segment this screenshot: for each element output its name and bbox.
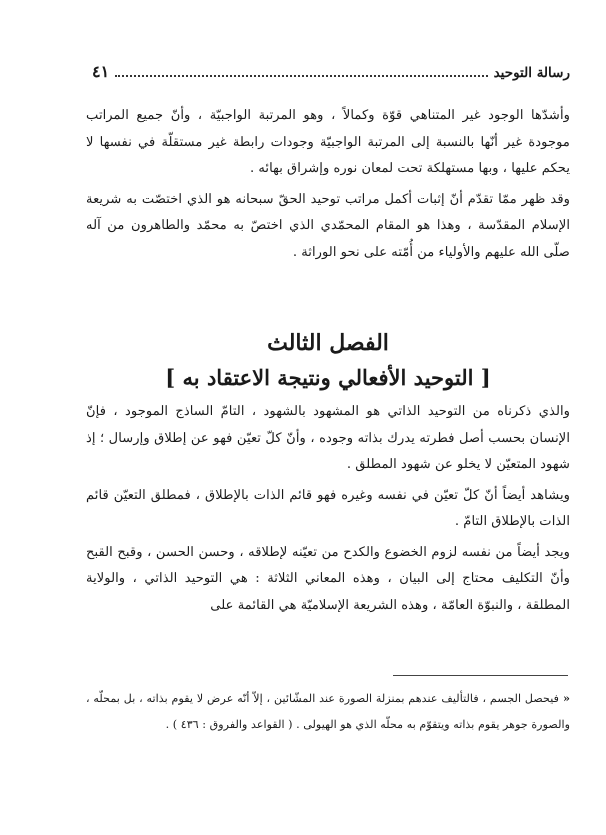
running-title: رسالة التوحيد <box>493 65 570 81</box>
footnote-marker: « <box>563 691 570 705</box>
chapter-number: الفصل الثالث <box>267 330 389 356</box>
chapter-title: [ التوحيد الأفعالي ونتيجة الاعتقاد به ] <box>165 365 491 390</box>
footnote-separator <box>393 675 568 676</box>
page-number: ٤١ <box>92 62 110 81</box>
body-text-before-chapter <box>86 103 570 266</box>
dotted-leader <box>115 74 487 77</box>
footnote <box>86 685 570 738</box>
paragraph: والذي ذكرناه من التوحيد الذاتي هو المشهود بالشهود ، التامّ الساذج الموجود ، فإنّ الإنسان بحسب أصل فطرته يدرك بذاته وجوده ، وأنّ كلّ تعيّن فهو عن إطلاق وإرسال ؛ إذ شهود المتعيّن لا يخلو عن شهود المطلق . <box>86 404 570 472</box>
footnote-text: فيحصل الجسم ، فالتأليف عندهم بمنزلة الصورة عند المشّائين ، إلاّ أنّه عرض لا يقوم بذاته ، بل بمحلّه ، والصورة جوهر يقوم بذاته ويتقوّم به محلّه الذي هو الهيولى . ( القواعد والفروق : ٤٣٦ ) . <box>86 692 570 731</box>
paragraph: وأشدّها الوجود غير المتناهي قوّة وكمالاً ، وهو المرتبة الواجبيّة ، وأنّ جميع المراتب موجودة غير أنّها بالنسبة إلى المرتبة الواجبيّة وجودات رابطة غير مستقلّة في نفسها لا يحكم عليها ، وبها مستهلكة تحت لمعان نوره وإشراق بهائه . <box>86 108 570 176</box>
paragraph: ويجد أيضاً من نفسه لزوم الخضوع والكدح من تعيّنه لإطلاقه ، وحسن الحسن ، وقبح القبح وأنّ التكليف محتاج إلى البيان ، وهذه المعاني الثلاثة : هي التوحيد الذاتي ، والولاية المطلقة ، والنبوّة العامّة ، وهذه الشريعة الإسلاميّة هي القائمة على <box>86 544 570 613</box>
paragraph: وقد ظهر ممّا تقدّم أنّ إثبات أكمل مراتب توحيد الحقّ سبحانه هو الذي اختصّت به شريعة الإسلام المقدّسة ، وهذا هو المقام المحمّدي الذي اختصّ به محمّد والطاهرون من آله صلّى الله عليهم والأولياء من أُمّته على نحو الوراثة . <box>86 191 570 260</box>
paragraph: ويشاهد أيضاً أنّ كلّ تعيّن في نفسه وغيره فهو قائم الذات بالإطلاق ، فمطلق التعيّن قائم الذات بالإطلاق التامّ . <box>86 487 570 529</box>
page-header <box>92 62 570 84</box>
body-text-after-chapter <box>86 399 570 619</box>
